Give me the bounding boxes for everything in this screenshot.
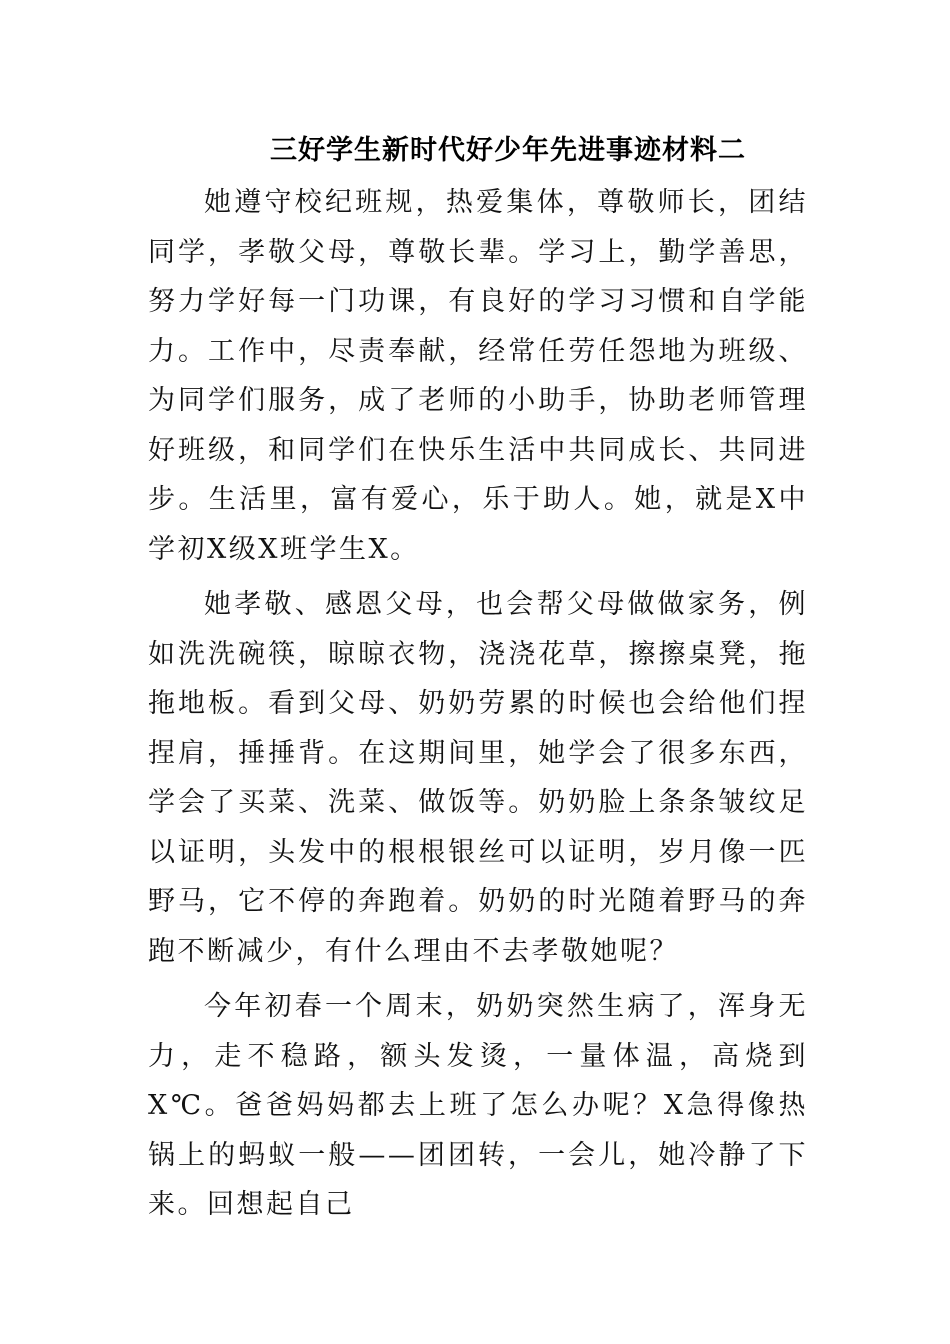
- document-body: [148, 178, 808, 1236]
- paragraph-1: 她遵守校纪班规，热爱集体，尊敬师长，团结同学，孝敬父母，尊敬长辈。学习上，勤学善思，努力学好每一门功课，有良好的学习习惯和自学能力。工作中，尽责奉献，经常任劳任怨地为班级、为同学们服务，成了老师的小助手，协助老师管理好班级，和同学们在快乐生活中共同成长、共同进步。生活里，富有爱心，乐于助人。她，就是X中学初X级X班学生X。: [148, 187, 808, 565]
- paragraph-2: 她孝敬、感恩父母，也会帮父母做做家务，例如洗洗碗筷，晾晾衣物，浇浇花草，擦擦桌凳，拖拖地板。看到父母、奶奶劳累的时候也会给他们捏捏肩，捶捶背。在这期间里，她学会了很多东西，学会了买菜、洗菜、做饭等。奶奶脸上条条皱纹足以证明，头发中的根根银丝可以证明，岁月像一匹野马，它不停的奔跑着。奶奶的时光随着野马的奔跑不断减少，有什么理由不去孝敬她呢？: [148, 589, 808, 967]
- document-title: 三好学生新时代好少年先进事迹材料二: [270, 135, 746, 166]
- paragraph-3: 今年初春一个周末，奶奶突然生病了，浑身无力，走不稳路，额头发烫，一量体温，高烧到X℃。爸爸妈妈都去上班了怎么办呢？X急得像热锅上的蚂蚁一般——团团转，一会儿，她冷静了下来。回想起自己: [148, 991, 808, 1220]
